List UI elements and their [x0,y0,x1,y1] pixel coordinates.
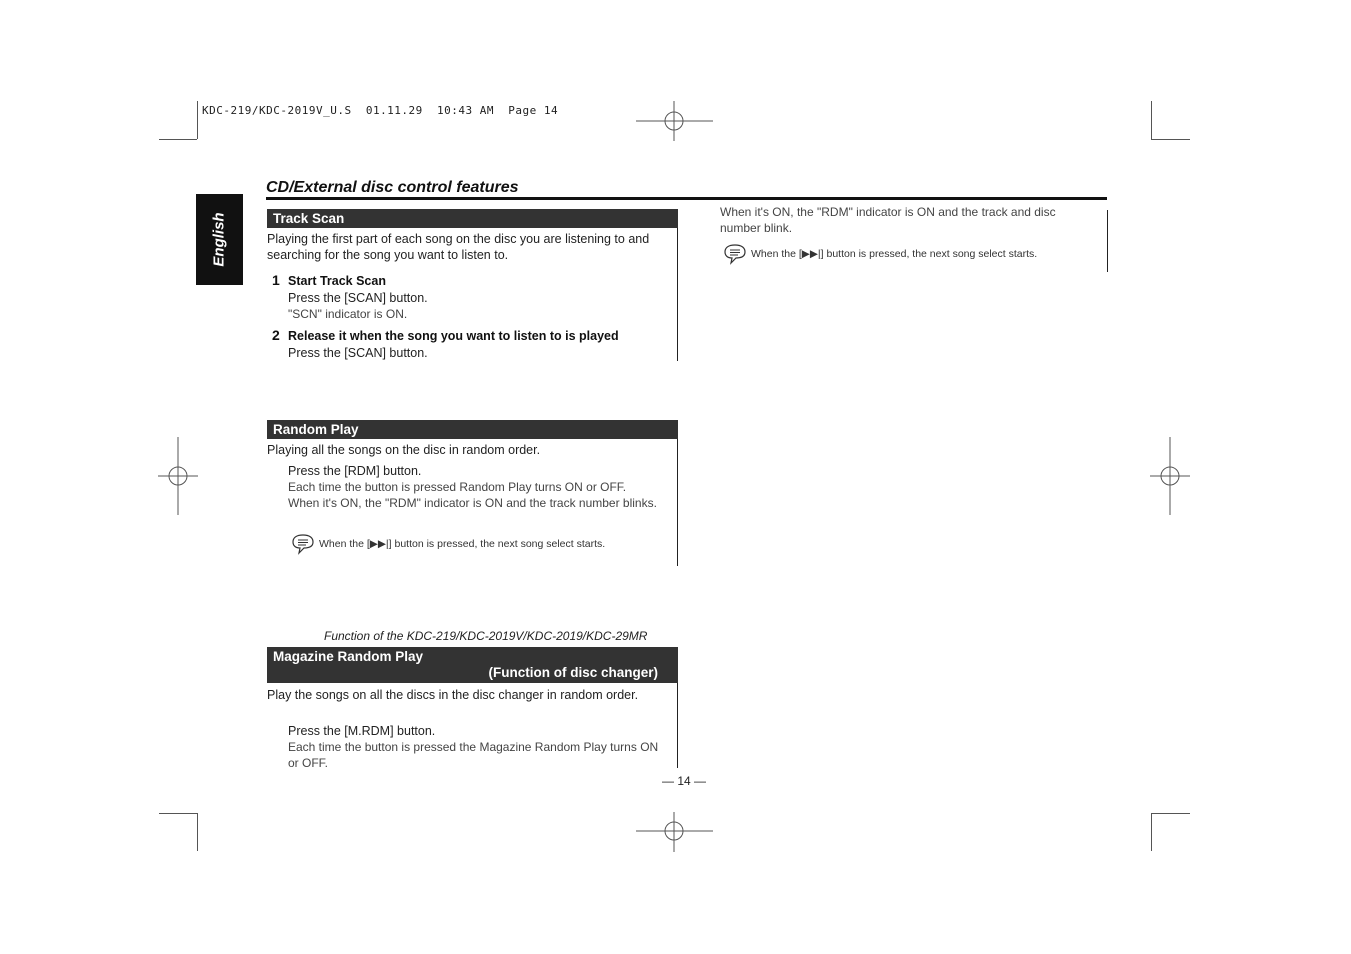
step-title: Start Track Scan [288,274,386,288]
step-detail: "SCN" indicator is ON. [288,307,408,321]
crop-mark [159,139,197,140]
print-slug: KDC-219/KDC-2019V_U.S 01.11.29 10:43 AM Page 14 [202,104,559,117]
note-icon [723,243,747,265]
crop-mark [1151,813,1152,851]
column-rule [677,210,678,361]
random-play-heading: Random Play [267,420,678,439]
language-tab [196,194,243,285]
step-title: Release it when the song you want to listen to is played [288,329,619,343]
registration-mark-top [636,101,713,141]
registration-mark-left [158,437,198,515]
step-number: 2 [272,327,280,343]
crop-mark [159,813,197,814]
random-play-detail: Each time the button is pressed Random Play turns ON or OFF. When it's ON, the "RDM" indicator is ON and the track number blinks. [288,480,657,510]
function-of-label: Function of the KDC-219/KDC-2019V/KDC-2019/KDC-29MR [324,629,648,643]
crop-mark [1151,139,1190,140]
note-icon [291,533,315,555]
random-play-intro: Playing all the songs on the disc in random order. [267,443,541,457]
column-rule [1107,210,1108,272]
track-scan-heading: Track Scan [267,209,678,228]
page-title: CD/External disc control features [266,179,519,196]
magazine-random-heading: Magazine Random Play [273,649,424,664]
crop-mark [1151,101,1152,139]
magazine-random-intro: Play the songs on all the discs in the disc changer in random order. [267,688,639,702]
crop-mark [197,813,198,851]
right-column-text: When it's ON, the "RDM" indicator is ON and the track and disc number blink. [720,205,1056,235]
right-column-note: When the [▶▶|] button is pressed, the next song select starts. [751,248,1038,260]
registration-mark-right [1150,437,1190,515]
crop-mark [197,101,198,139]
crop-mark [1151,813,1190,814]
track-scan-intro: Playing the first part of each song on the disc you are listening to and searching for the song you want to listen to. [267,232,650,262]
step-number: 1 [272,272,280,288]
step-action: Press the [SCAN] button. [288,291,428,305]
page-number: — 14 — [662,774,707,788]
registration-mark-bottom [636,812,713,852]
magazine-random-action: Press the [M.RDM] button. [288,724,436,738]
random-play-action: Press the [RDM] button. [288,464,422,478]
language-tab-label: English [211,212,229,267]
column-rule [677,420,678,566]
title-rule [266,197,1107,200]
magazine-random-subheading: (Function of disc changer) [488,665,658,680]
magazine-random-heading-bar [267,647,678,683]
magazine-random-detail: Each time the button is pressed the Magazine Random Play turns ON or OFF. [288,740,659,770]
step-action: Press the [SCAN] button. [288,346,428,360]
random-play-note: When the [▶▶|] button is pressed, the next song select starts. [319,538,606,550]
